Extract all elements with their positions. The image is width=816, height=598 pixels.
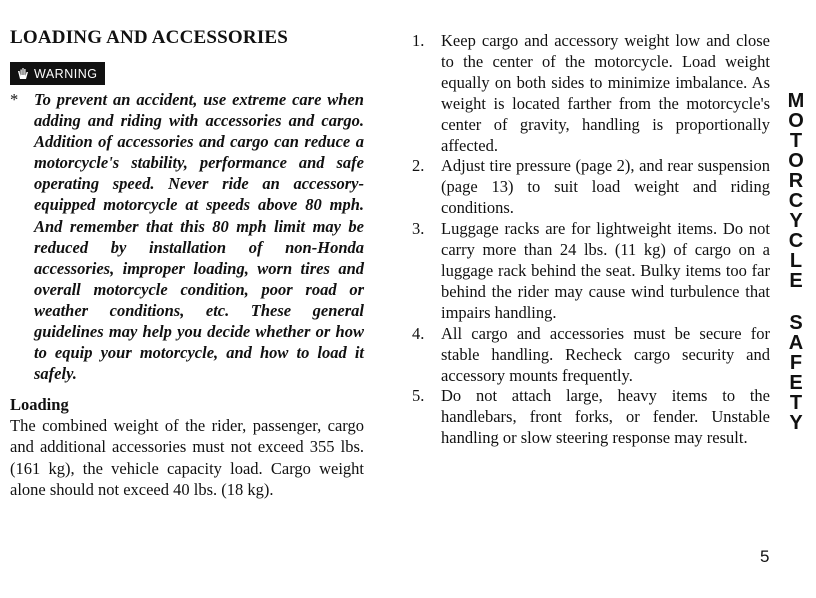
left-column [10,26,364,500]
side-tab-letter: F [789,352,803,374]
list-item-number: 1. [412,31,425,50]
loading-heading: Loading [10,395,69,415]
list-item [412,219,770,324]
list-item-text: Keep cargo and accessory weight low and close to the center of the motorcycle. Load weight equally on both sides to minimize imbalance. As weight is located farther from the motorcycle's center of gravity, handling is proportionally affected. [441,31,770,155]
list-item-number: 4. [412,323,425,343]
side-tab-letter: R [788,170,804,192]
list-item [412,31,770,156]
hand-warning-icon [15,66,31,82]
side-tab-motorcycle-safety [784,91,808,433]
list-item-number: 3. [412,219,425,239]
page-number: 5 [760,547,770,566]
right-column [412,31,770,449]
side-tab-letter: T [789,392,803,414]
list-item-text: Adjust tire pressure (page 2), and rear suspension (page 13) to suit load weight and riding conditions. [441,156,770,218]
side-tab-letter: Y [789,210,803,232]
side-tab-letter: M [787,90,805,112]
side-tab-letter: E [789,270,803,292]
side-tab-letter: A [788,332,804,354]
list-item [412,324,770,387]
guidelines-list [412,31,770,449]
list-item-text: Luggage racks are for lightweight items. Do not carry more than 24 lbs. (11 kg) of cargo on a luggage rack behind the seat. Bulky items too far behind the rider may cause wind turbulence that impairs handling. [441,219,770,322]
side-tab-letter: C [788,190,804,212]
warning-badge [10,62,105,85]
list-item [412,386,770,449]
side-tab-letter: L [789,250,803,272]
warning-bullet: * [10,90,19,109]
side-tab-letter: O [788,150,804,172]
side-tab-letter: Y [789,412,803,434]
warning-label: WARNING [34,66,98,81]
loading-text: The combined weight of the rider, passenger, cargo and additional accessories must not exceed 355 lbs. (161 kg), the vehicle capacity load. Cargo weight alone should not exceed 40 lbs. (18 kg). [10,416,364,499]
side-tab-letter: T [789,130,803,152]
side-tab-letter: C [788,230,804,252]
warning-text: To prevent an accident, use extreme care when adding and riding with accessories and cargo. Addition of accessories and cargo can reduce a motorcycle's stability, performance and safe operating speed. Never ride an accessory-equipped motorcycle at speeds above 80 mph. And remember that this 80 mph limit may be reduced by installation of non-Honda accessories, improper loading, worn tires and overall motorcycle condition, poor road or weather conditions, etc. These general guidelines may help you decide whether or how to equip your motorcycle, and how to load it safely. [34,90,364,384]
side-tab-letter: O [788,110,804,132]
side-tab-letter: E [789,372,803,394]
side-tab-letter: S [789,312,803,334]
list-item-text: Do not attach large, heavy items to the handlebars, front forks, or fender. Unstable handling or slow steering response may result. [441,386,770,448]
list-item-text: All cargo and accessories must be secure for stable handling. Recheck cargo security and accessory mounts frequently. [441,323,770,385]
list-item-number: 5. [412,386,425,406]
side-tab-gap [784,291,808,313]
warning-block [10,89,364,384]
list-item [412,156,770,219]
list-item-number: 2. [412,156,425,176]
section-title: LOADING AND ACCESSORIES [10,27,289,48]
